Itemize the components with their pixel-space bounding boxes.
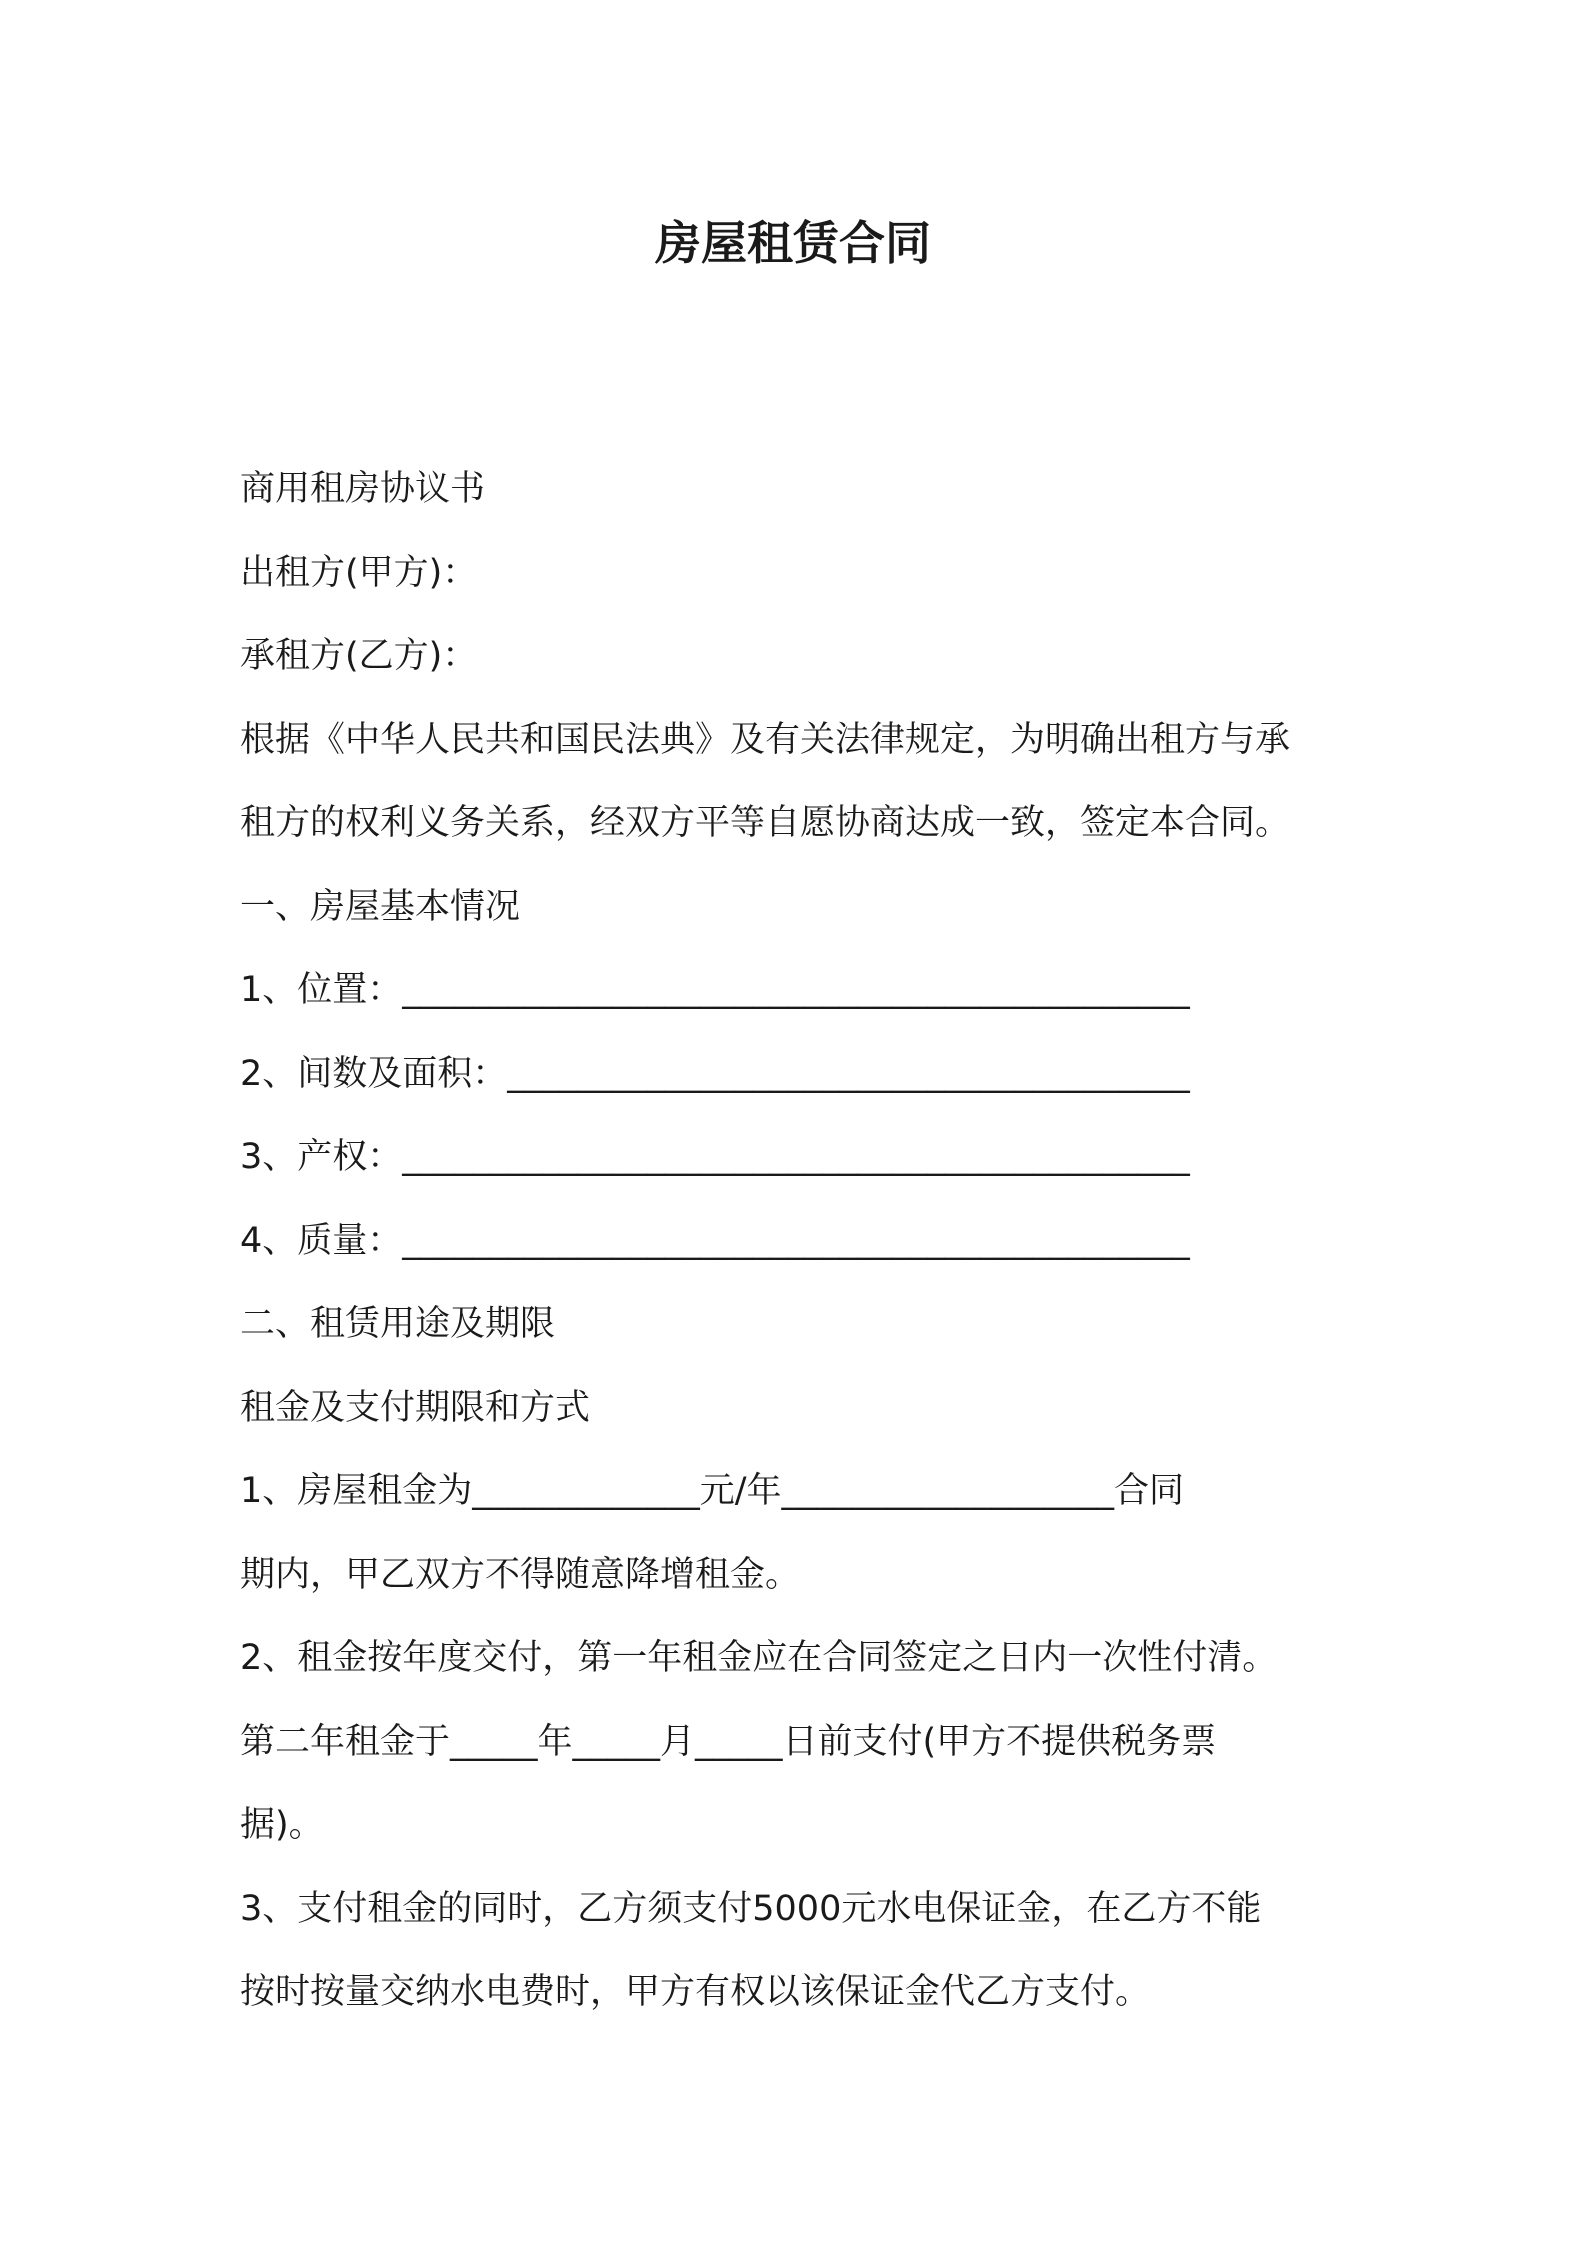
document-body bbox=[240, 448, 1360, 2035]
field-property-right: 3、产权：_____________________________________________ bbox=[240, 1137, 1190, 1177]
field-location: 1、位置：_____________________________________________ bbox=[240, 970, 1190, 1010]
section-heading-1: 一、房屋基本情况 bbox=[240, 886, 521, 927]
section-heading-2: 二、租赁用途及期限 bbox=[240, 1304, 556, 1344]
clause-2-line-1: 2、租金按年度交付，第一年租金应在合同签定之日内一次性付清。 bbox=[240, 1638, 1278, 1678]
document-title: 房屋租赁合同 bbox=[655, 216, 931, 270]
field-rooms-area: 2、间数及面积：_______________________________________ bbox=[240, 1053, 1190, 1094]
clause-3-line-2: 按时按量交纳水电费时，甲方有权以该保证金代乙方支付。 bbox=[240, 1972, 1151, 2012]
field-quality: 4、质量：_____________________________________________ bbox=[240, 1220, 1190, 1261]
subheading-rent-payment: 租金及支付期限和方式 bbox=[240, 1387, 591, 1428]
clause-3-line-1: 3、支付租金的同时，乙方须支付5000元水电保证金，在乙方不能 bbox=[240, 1888, 1262, 1929]
lessor-line: 出租方(甲方)： bbox=[240, 552, 478, 593]
preamble-line-1: 根据《中华人民共和国民法典》及有关法律规定，为明确出租方与承 bbox=[240, 719, 1291, 760]
clause-1-line-2: 期内，甲乙双方不得随意降增租金。 bbox=[240, 1554, 801, 1595]
clause-2-line-2: 第二年租金于_____年_____月_____日前支付(甲方不提供税务票 bbox=[240, 1721, 1217, 1762]
lessee-line: 承租方(乙方)： bbox=[240, 636, 478, 676]
clause-1-line-1: 1、房屋租金为_____________元/年___________________合同 bbox=[240, 1471, 1185, 1511]
preamble-line-2: 租方的权利义务关系，经双方平等自愿协商达成一致，签定本合同。 bbox=[240, 803, 1291, 843]
clause-2-line-3: 据)。 bbox=[240, 1805, 324, 1845]
agreement-subtitle: 商用租房协议书 bbox=[240, 469, 486, 509]
